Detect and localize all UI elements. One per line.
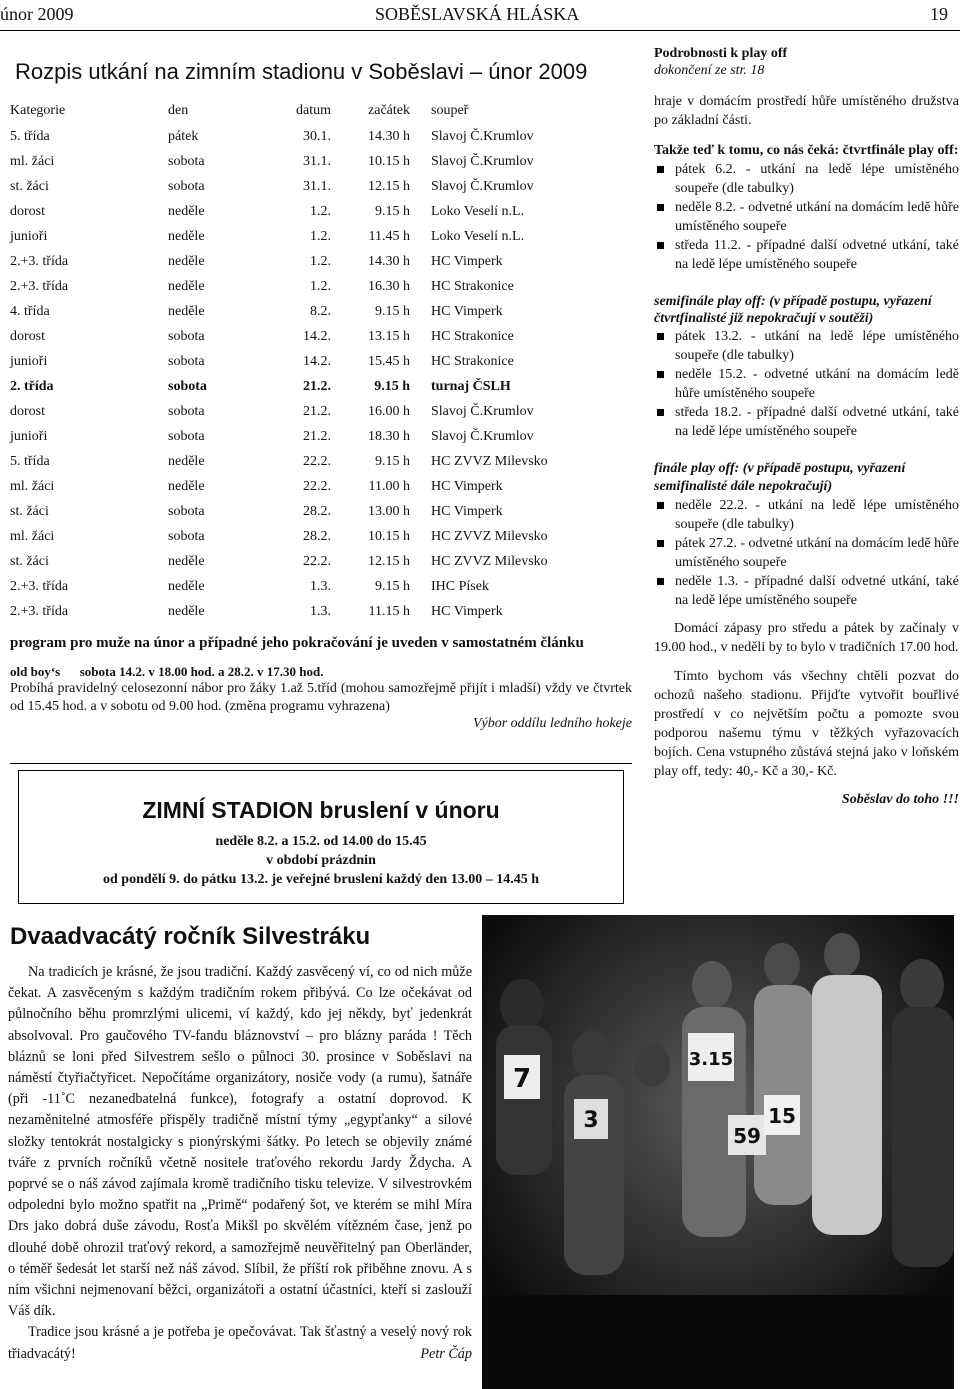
table-row <box>10 249 548 274</box>
cell-kategorie: st. žáci <box>10 178 49 194</box>
schedule-signature: Výbor oddílu ledního hokeje <box>472 716 632 731</box>
cell-datum: 1.3. <box>310 603 331 619</box>
bullet-icon <box>657 242 664 249</box>
cell-datum: 21.2. <box>303 428 331 444</box>
cell-zacatek: 14.30 h <box>368 253 410 269</box>
cell-den: neděle <box>168 203 205 219</box>
schedule-section <box>10 44 632 732</box>
playoff-closing: Soběslav do toho !!! <box>841 792 959 807</box>
cell-kategorie: dorost <box>10 328 45 344</box>
qf-list-item: středa 11.2. - případné další odvetné utkání, také na ledě lépe umístěného soupeře <box>654 236 959 274</box>
bullet-icon <box>657 578 664 585</box>
playoff-invite: Tímto bychom vás všechny chtěli pozvat do ochozů našeho stadionu. Přijďte vytvořit bouřlivé prostředí v co největším počtu a pomozte svou podporou našemu týmu v těžkých vyřazovacích bojích. Cena vstupného zůstává stejná jako v loňském play off, tedy: 40,- Kč a 30,- Kč. <box>654 669 959 779</box>
cell-datum: 21.2. <box>303 378 331 394</box>
table-row <box>10 599 548 624</box>
cell-souper: Loko Veselí n.L. <box>431 228 525 244</box>
cell-zacatek: 9.15 h <box>375 303 410 319</box>
cell-zacatek: 9.15 h <box>375 578 410 594</box>
cell-den: sobota <box>168 328 205 344</box>
cell-zacatek: 12.15 h <box>368 553 410 569</box>
cell-kategorie: dorost <box>10 403 45 419</box>
cell-den: sobota <box>168 503 205 519</box>
bullet-icon <box>657 371 664 378</box>
runners-photo <box>482 915 954 1389</box>
cell-souper: HC Vimperk <box>431 478 503 494</box>
table-row <box>10 474 548 499</box>
cell-den: neděle <box>168 578 205 594</box>
cell-datum: 28.2. <box>303 503 331 519</box>
bib-5: 15 <box>768 1104 796 1128</box>
cell-kategorie: 5. třída <box>10 128 50 144</box>
sf-list-item: středa 18.2. - případné další odvetné utkání, také na ledě lépe umístěného soupeře <box>654 403 959 441</box>
cell-souper: HC Strakonice <box>431 353 514 369</box>
cell-datum: 22.2. <box>303 453 331 469</box>
bib-1: 7 <box>512 1064 532 1094</box>
cell-zacatek: 13.15 h <box>368 328 410 344</box>
cell-den: sobota <box>168 353 205 369</box>
cell-datum: 14.2. <box>303 328 331 344</box>
bullet-icon <box>657 502 664 509</box>
cell-datum: 14.2. <box>303 353 331 369</box>
table-row <box>10 349 548 374</box>
cell-den: neděle <box>168 453 205 469</box>
playoff-times: Domácí zápasy pro středu a pátek by začínaly v 19.00 hod., v neděli by to bylo v tradičních 17.00 hod. <box>654 621 959 655</box>
stadion-line-1: neděle 8.2. a 15.2. od 14.00 do 15.45 <box>215 834 427 849</box>
cell-kategorie: ml. žáci <box>10 153 55 169</box>
playoff-title: Podrobnosti k play off <box>654 46 788 61</box>
f-list-item: neděle 1.3. - případné další odvetné utkání, také na ledě lépe umístěného soupeře <box>654 572 959 610</box>
runners-photo-illustration <box>482 915 954 1389</box>
silvestrak-paragraph-2: Tradice jsou krásné a je potřeba je opečovávat. Tak šťastný a veselý nový rok třiadvacátý! Petr Čáp <box>8 1322 472 1364</box>
f-heading: finále play off: (v případě postupu, vyřazení semifinalisté dále nepokračují) <box>654 461 906 494</box>
cell-souper: HC ZVVZ Milevsko <box>431 553 548 569</box>
table-row <box>10 574 548 599</box>
qf-list-item: pátek 6.2. - utkání na ledě lépe umístěného soupeře (dle tabulky) <box>654 160 959 198</box>
cell-zacatek: 11.00 h <box>368 478 410 494</box>
cell-zacatek: 16.30 h <box>368 278 410 294</box>
cell-datum: 1.2. <box>310 203 331 219</box>
bib-3: 3.15 <box>688 1049 734 1070</box>
bullet-icon <box>657 204 664 211</box>
cell-den: sobota <box>168 178 205 194</box>
program-note: program pro muže na únor a případné jeho pokračování je uveden v samostatném článku <box>10 635 584 651</box>
cell-souper: HC ZVVZ Milevsko <box>431 528 548 544</box>
f-list-item: pátek 27.2. - odvetné utkání na domácím ledě hůře umístěného soupeře <box>654 534 959 572</box>
table-row <box>10 324 548 349</box>
table-row <box>10 399 548 424</box>
silvestrak-author: Petr Čáp <box>420 1345 472 1362</box>
header-den: den <box>168 102 189 118</box>
cell-kategorie: dorost <box>10 203 45 219</box>
schedule-header-row <box>10 97 548 124</box>
cell-souper: HC ZVVZ Milevsko <box>431 453 548 469</box>
cell-souper: HC Vimperk <box>431 603 503 619</box>
cell-den: neděle <box>168 278 205 294</box>
cell-kategorie: 2.+3. třída <box>10 253 69 269</box>
cell-kategorie: 4. třída <box>10 303 50 319</box>
cell-kategorie: ml. žáci <box>10 478 55 494</box>
cell-souper: Slavoj Č.Krumlov <box>431 153 534 169</box>
cell-den: sobota <box>168 528 205 544</box>
cell-zacatek: 12.15 h <box>368 178 410 194</box>
cell-zacatek: 18.30 h <box>368 428 410 444</box>
sf-heading: semifinále play off: (v případě postupu, vyřazení čtvrtfinalisté již nepokračují v soutěži) <box>654 294 932 326</box>
table-row <box>10 524 548 549</box>
qf-heading: Takže teď k tomu, co nás čeká: čtvrtfinále play off: <box>654 143 959 158</box>
cell-kategorie: 5. třída <box>10 453 50 469</box>
cell-kategorie: junioři <box>10 228 48 244</box>
cell-zacatek: 14.30 h <box>368 128 410 144</box>
table-row <box>10 224 548 249</box>
cell-datum: 31.1. <box>303 153 331 169</box>
cell-den: neděle <box>168 553 205 569</box>
cell-kategorie: 2.+3. třída <box>10 603 69 619</box>
cell-datum: 1.3. <box>310 578 331 594</box>
table-row <box>10 199 548 224</box>
cell-zacatek: 16.00 h <box>368 403 410 419</box>
running-head <box>0 0 960 31</box>
old-boys-line: old boy‘s sobota 14.2. v 18.00 hod. a 28.2. v 17.30 hod. <box>10 664 324 679</box>
silvestrak-title: Dvaadvacátý ročník Silvestráku <box>10 923 371 950</box>
cell-kategorie: 2.+3. třída <box>10 278 69 294</box>
cell-den: neděle <box>168 228 205 244</box>
table-row <box>10 124 548 149</box>
table-row <box>10 174 548 199</box>
cell-zacatek: 11.15 h <box>368 603 410 619</box>
bullet-icon <box>657 166 664 173</box>
cell-kategorie: 2. třída <box>10 378 54 394</box>
header-souper: soupeř <box>431 102 469 118</box>
cell-kategorie: junioři <box>10 353 48 369</box>
cell-datum: 1.2. <box>310 228 331 244</box>
table-row <box>10 299 548 324</box>
bullet-icon <box>657 333 664 340</box>
cell-den: sobota <box>168 378 207 394</box>
table-row <box>10 449 548 474</box>
bullet-icon <box>657 409 664 416</box>
cell-souper: Slavoj Č.Krumlov <box>431 428 534 444</box>
page-number: 19 <box>930 4 948 24</box>
cell-zacatek: 9.15 h <box>374 378 410 394</box>
cell-datum: 28.2. <box>303 528 331 544</box>
cell-den: neděle <box>168 603 205 619</box>
table-row <box>10 149 548 174</box>
playoff-section <box>654 44 959 809</box>
sf-list-item: neděle 15.2. - odvetné utkání na domácím ledě hůře umístěného soupeře <box>654 365 959 403</box>
cell-kategorie: st. žáci <box>10 553 49 569</box>
cell-souper: HC Strakonice <box>431 328 514 344</box>
cell-zacatek: 10.15 h <box>368 153 410 169</box>
cell-zacatek: 9.15 h <box>375 453 410 469</box>
cell-souper: Slavoj Č.Krumlov <box>431 128 534 144</box>
cell-kategorie: junioři <box>10 428 48 444</box>
schedule-title: Rozpis utkání na zimním stadionu v Soběslavi – únor 2009 <box>15 59 588 84</box>
cell-zacatek: 11.45 h <box>368 228 410 244</box>
cell-datum: 31.1. <box>303 178 331 194</box>
cell-zacatek: 9.15 h <box>375 203 410 219</box>
cell-souper: HC Vimperk <box>431 253 503 269</box>
playoff-continuation: dokončení ze str. 18 <box>654 63 765 78</box>
qf-list <box>654 160 959 274</box>
playoff-intro: hraje v domácím prostředí hůře umístěného družstva po základní části. <box>654 94 959 128</box>
cell-datum: 1.2. <box>310 253 331 269</box>
table-row <box>10 424 548 449</box>
cell-datum: 8.2. <box>310 303 331 319</box>
cell-den: neděle <box>168 303 205 319</box>
divider <box>10 763 632 764</box>
cell-den: sobota <box>168 428 205 444</box>
table-row <box>10 374 548 399</box>
cell-den: sobota <box>168 403 205 419</box>
cell-souper: HC Strakonice <box>431 278 514 294</box>
cell-zacatek: 15.45 h <box>368 353 410 369</box>
stadion-line-2: v období prázdnin <box>266 853 376 868</box>
f-list-item: neděle 22.2. - utkání na ledě lépe umístěného soupeře (dle tabulky) <box>654 496 959 534</box>
cell-souper: HC Vimperk <box>431 503 503 519</box>
cell-zacatek: 13.00 h <box>368 503 410 519</box>
sf-list <box>654 327 959 441</box>
cell-datum: 30.1. <box>303 128 331 144</box>
header-zacatek: začátek <box>368 102 410 118</box>
table-row <box>10 549 548 574</box>
publication-title: SOBĚSLAVSKÁ HLÁSKA <box>375 4 580 24</box>
silvestrak-paragraph-1: Na tradicích je krásné, že jsou tradiční. Každý zasvěcený ví, co od nich může čekat. A zasvěceným s každým tradičním rokem přibývá. Co lze očekávat od půlnočního běhu promrzlými ulicemi, ví každý, kdo jej někdy, byť jedenkrát absolvoval. Pro gaučového TV-fandu bláznovství – pro blázny paráda ! Těch bláznů se loni před Silvestrem sešlo o půlnoci 30. prosince v Soběslavi na náměstí čtyřiačtyřicet. Nepočítáme organizátory, nosiče vody (a rumu), šatnáře (při -11˚C nezanedbatelná funkce), fotografy a ostatní doprovod. K nezaměnitelné atmosféře přispěly tradičně místní týmy „egypťanky“ a silové složky tentokrát nostalgicky s pionýrskými šátky. Po letech se objevily známé tváře z prvních ročníků včetně nositele traťového rekordu Jardy Ždycha. A poprvé se o náš závod zajímala kromě tradičního tisku televize. V silvestrovkém odpoledni bylo možno spatřit na „Primě“ podařený šot, ve kterém se mihl Míra Drs jako dobrá duše závodu, Rosťa Mikšl po skvělém vítězném čase, jenž po dlouhé době ohrozil traťový rekord, a samozřejmě neuvěřitelný pan Oberländer, o téměř šedesát let starší než náš závod. Slíbil, že příští rok přiběhne znovu. A s ním všichni nejmenovaní běžci, organizátoři a ostatní účastníci, kteří si zaslouží Váš dík. <box>8 964 472 1320</box>
bib-2: 3 <box>583 1108 599 1133</box>
cell-souper: Slavoj Č.Krumlov <box>431 403 534 419</box>
silvestrak-article <box>8 920 472 1365</box>
cell-datum: 22.2. <box>303 478 331 494</box>
stadion-line-3: od pondělí 9. do pátku 13.2. je veřejné bruslení každý den 13.00 – 14.45 h <box>103 872 539 887</box>
cell-souper: turnaj ČSLH <box>431 378 511 394</box>
cell-kategorie: ml. žáci <box>10 528 55 544</box>
cell-den: neděle <box>168 478 205 494</box>
header-kategorie: Kategorie <box>10 102 66 118</box>
bib-4: 59 <box>733 1124 761 1148</box>
issue-date: únor 2009 <box>0 4 74 24</box>
table-row <box>10 274 548 299</box>
cell-den: pátek <box>168 128 199 144</box>
cell-souper: Loko Veselí n.L. <box>431 203 525 219</box>
cell-souper: Slavoj Č.Krumlov <box>431 178 534 194</box>
cell-datum: 22.2. <box>303 553 331 569</box>
cell-den: sobota <box>168 153 205 169</box>
header-datum: datum <box>296 102 331 118</box>
cell-kategorie: 2.+3. třída <box>10 578 69 594</box>
stadion-title: ZIMNÍ STADION bruslení v únoru <box>142 797 500 823</box>
cell-den: neděle <box>168 253 205 269</box>
cell-datum: 1.2. <box>310 278 331 294</box>
cell-kategorie: st. žáci <box>10 503 49 519</box>
cell-datum: 21.2. <box>303 403 331 419</box>
qf-list-item: neděle 8.2. - odvetné utkání na domácím ledě hůře umístěného soupeře <box>654 198 959 236</box>
cell-zacatek: 10.15 h <box>368 528 410 544</box>
table-row <box>10 499 548 524</box>
schedule-table <box>10 97 548 624</box>
nabor-text: Probíhá pravidelný celosezonní nábor pro žáky 1.až 5.tříd (mohou samozřejmě přijít i mladší) vždy ve čtvrtek od 15.45 hod. a v sobotu od 9.00 hod. (změna programu vyhrazena) <box>10 681 632 714</box>
cell-souper: IHC Písek <box>431 578 489 594</box>
bullet-icon <box>657 540 664 547</box>
stadion-box <box>18 770 624 904</box>
sf-list-item: pátek 13.2. - utkání na ledě lépe umístěného soupeře (dle tabulky) <box>654 327 959 365</box>
f-list <box>654 496 959 610</box>
cell-souper: HC Vimperk <box>431 303 503 319</box>
